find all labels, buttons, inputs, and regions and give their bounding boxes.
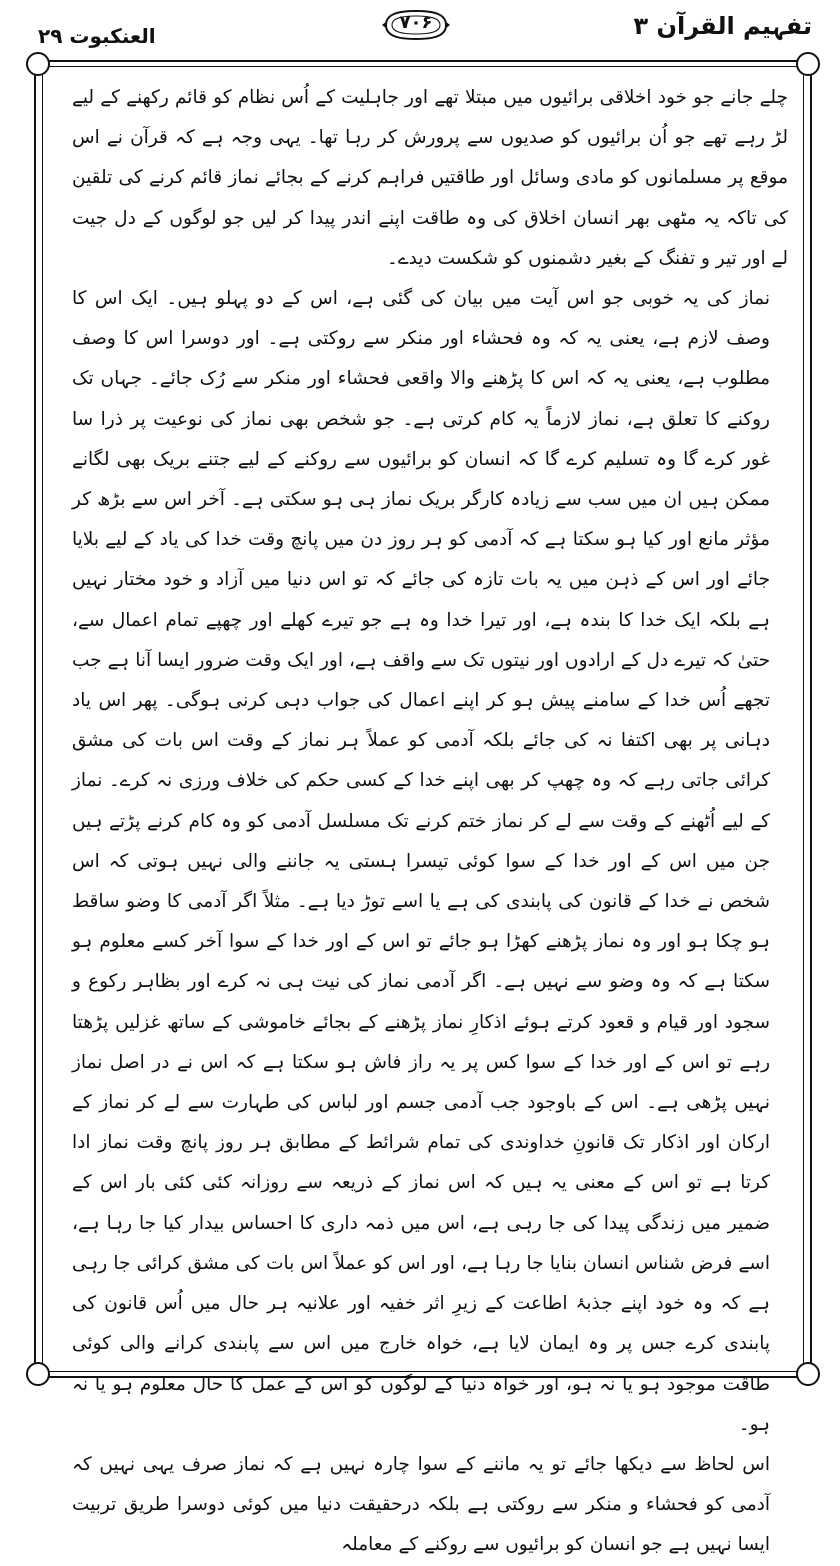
border-corner-ornament xyxy=(26,52,50,76)
paragraph: اس لحاظ سے دیکھا جائے تو یہ ماننے کے سوا چارہ نہیں ہے کہ نماز صرف یہی نہیں کہ آدمی کو فحشاء و منکر سے روکتی ہے بلکہ درحقیقت دنیا میں کوئی دوسرا طریق تربیت ایسا نہیں ہے جو انسان کو برائیوں سے روکنے کے معاملہ xyxy=(72,1453,770,1556)
border-corner-ornament xyxy=(796,52,820,76)
book-running-title: تفہیم القرآن ۳ xyxy=(633,12,812,40)
paragraph: نماز کی یہ خوبی جو اس آیت میں بیان کی گئی ہے، اس کے دو پہلو ہیں۔ ایک اس کا وصف لازم ہے، یعنی یہ کہ وہ فحشاء اور منکر سے روکتی ہے۔ اور دوسرا اس کا وصف مطلوب ہے، یعنی یہ کہ اس کا پڑھنے والا واقعی فحشاء اور منکر سے رُک جائے۔ جہاں تک روکنے کا تعلق ہے، نماز لازماً یہ کام کرتی ہے۔ جو شخص بھی نماز کی نوعیت پر ذرا سا غور کرے گا وہ تسلیم کرے گا کہ انسان کو برائیوں سے روکنے کے لیے جتنے بریک بھی لگانے ممکن ہیں ان میں سب سے زیادہ کارگر بریک نماز ہی ہو سکتی ہے۔ آخر اس سے بڑھ کر مؤثر مانع اور کیا ہو سکتا ہے کہ آدمی کو ہر روز دن میں پانچ وقت خدا کی یاد کے لیے بلایا جائے اور اس کے ذہن میں یہ بات تازہ کی جائے کہ تو اس دنیا میں آزاد و خود مختار نہیں ہے بلکہ ایک خدا کا بندہ ہے، اور تیرا خدا وہ ہے جو تیرے کھلے اور چھپے تمام اعمال سے، حتیٰ کہ تیرے دل کے ارادوں اور نیتوں تک سے واقف ہے، اور ایک وقت ضرور ایسا آنا ہے جب تجھے اُس خدا کے سامنے پیش ہو کر اپنے اعمال کی جواب دہی کرنی ہوگی۔ پھر اس یاد دہانی پر بھی اکتفا نہ کی جائے بلکہ آدمی کو عملاً ہر نماز کے وقت اس بات کی مشق کرائی جاتی رہے کہ وہ چھپ کر بھی اپنے خدا کے کسی حکم کی خلاف ورزی نہ کرے۔ نماز کے لیے اُٹھنے کے وقت سے لے کر نماز ختم کرنے تک مسلسل آدمی کو وہ کام کرنے پڑتے ہیں جن میں اس کے اور خدا کے سوا کوئی تیسرا ہستی یہ جاننے والی نہیں ہوتی کہ اس شخص نے خدا کے قانون کی پابندی کی ہے یا اسے توڑ دیا ہے۔ مثلاً اگر آدمی کا وضو ساقط ہو چکا ہو اور وہ نماز پڑھنے کھڑا ہو جائے تو اس کے اور خدا کے سوا آخر کسے معلوم ہو سکتا ہے کہ وہ وضو سے نہیں ہے۔ اگر آدمی نماز کی نیت ہی نہ کرے اور بظاہر رکوع و سجود اور قیام و قعود کرتے ہوئے اذکارِ نماز پڑھنے کے بجائے خاموشی کے ساتھ غزلیں پڑھتا رہے تو اس کے اور خدا کے سوا کس پر یہ راز فاش ہو سکتا ہے کہ اس نے در اصل نماز نہیں پڑھی ہے۔ اس کے باوجود جب آدمی جسم اور لباس کی طہارت سے لے کر نماز کے ارکان اور اذکار تک قانونِ خداوندی کی تمام شرائط کے مطابق ہر روز پانچ وقت نماز ادا کرتا ہے تو اس کے معنی یہ ہیں کہ اس نماز کے ذریعہ سے روزانہ کئی کئی بار اس کے ضمیر میں زندگی پیدا کی جا رہی ہے، اس میں ذمہ داری کا احساس بیدار کیا جا رہا ہے، اسے فرض شناس انسان بنایا جا رہا ہے، اور اس کو عملاً اس بات کی مشق کرائی جا رہی ہے کہ وہ خود اپنے جذبۂ اطاعت کے زیرِ اثر خفیہ اور علانیہ ہر حال میں اُس قانون کی پابندی کرے جس پر وہ ایمان لایا ہے، خواہ خارج میں اس سے پابندی کرانے والی کوئی طاقت موجود ہو یا نہ ہو، اور خواہ دنیا کے لوگوں کو اس کے عمل کا حال معلوم ہو یا نہ ہو۔ xyxy=(72,288,770,1435)
page-number: ۷۰۶ xyxy=(399,12,433,33)
border-corner-ornament xyxy=(796,1362,820,1386)
surah-running-title: العنکبوت ۲۹ xyxy=(38,24,156,48)
body-text xyxy=(72,78,788,1566)
paragraph: چلے جانے جو خود اخلاقی برائیوں میں مبتلا تھے اور جاہلیت کے اُس نظام کو قائم رکھنے کے لیے لڑ رہے تھے جو اُن برائیوں کو صدیوں سے پرورش کر رہا تھا۔ یہی وجہ ہے کہ قرآن نے اس موقع پر مسلمانوں کو مادی وسائل اور طاقتیں فراہم کرنے کے بجائے نماز قائم کرنے کی تلقین کی تاکہ یہ مٹھی بھر انسان اخلاق کی وہ طاقت اپنے اندر پیدا کر لیں جو لوگوں کے دل جیت لے اور تیر و تفنگ کے بغیر دشمنوں کو شکست دیدے۔ xyxy=(72,87,788,269)
border-corner-ornament xyxy=(26,1362,50,1386)
page-header xyxy=(0,4,840,48)
